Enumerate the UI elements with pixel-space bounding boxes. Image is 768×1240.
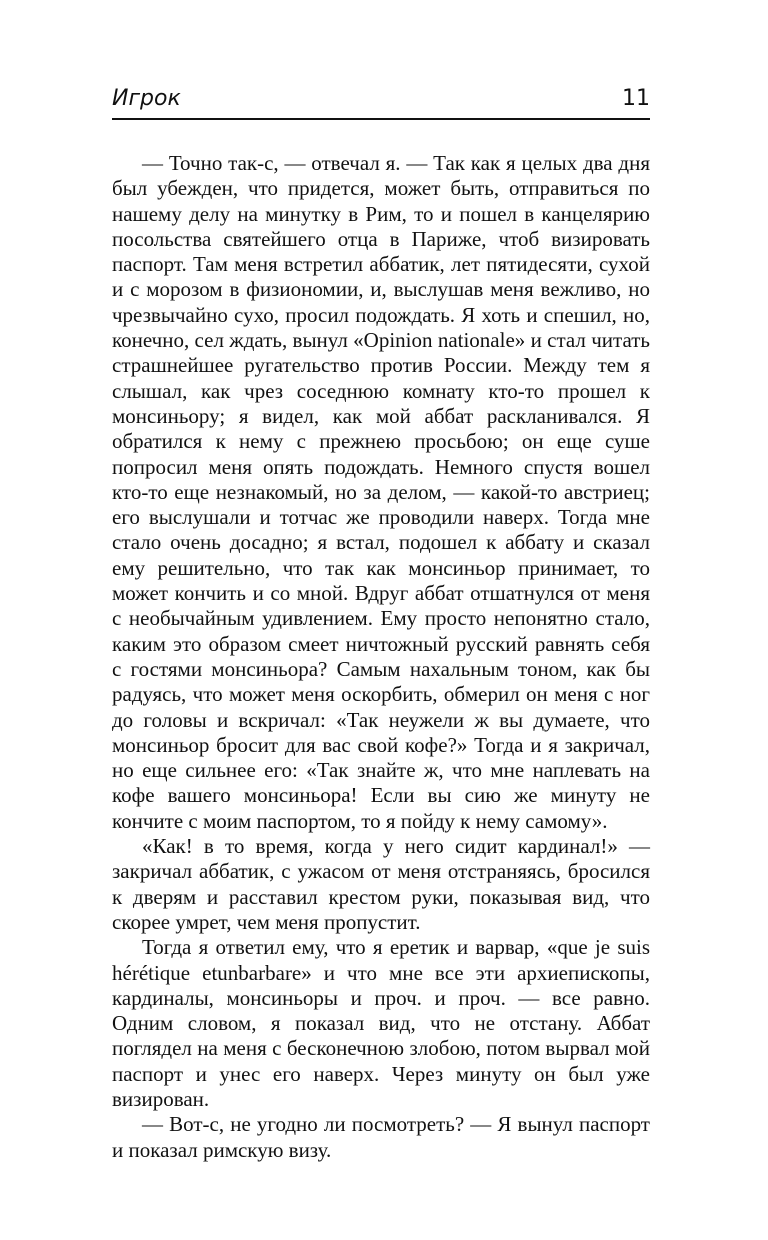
paragraph-3: Тогда я ответил ему, что я еретик и варвар, «que je suis hérétique etunbarbare» и что мне все эти архиепископы, кардиналы, монсиньоры и проч. и проч. — все равно. Одним словом, я показал вид, что не отстану. Аббат поглядел на меня с бесконечною злобою, потом вырвал мой паспорт и унес его наверх. Через минуту он был уже визирован.	[112, 935, 650, 1111]
paragraph-1: — Точно так-с, — отвечал я. — Так как я целых два дня был убежден, что придется, может быть, отправиться по нашему делу на минутку в Рим, то и пошел в канцелярию посольства святейшего отца в Париже, чтоб визировать паспорт. Там меня встретил аббатик, лет пятидесяти, сухой и с морозом в физиономии, и, выслушав меня вежливо, но чрезвычайно сухо, просил подождать. Я хоть и спешил, но, конечно, сел ждать, вынул «Opinion nationale» и стал читать страшнейшее ругательство против России. Между тем я слышал, как чрез соседнюю комнату кто-то прошел к монсиньору; я видел, как мой аббат раскланивался. Я обратился к нему с прежнею просьбою; он еще суше попросил меня опять подождать. Немного спустя вошел кто-то еще незнакомый, но за делом, — какой-то австриец; его выслушали и тотчас же проводили наверх. Тогда мне стало очень досадно; я встал, подошел к аббату и сказал ему решительно, что так как монсиньор принимает, то может кончить и со мной. Вдруг аббат отшатнулся от меня с необычайным удивлением. Ему просто непонятно стало, каким это образом смеет ничтожный русский равнять себя с гостями монсиньора? Самым нахальным тоном, как бы радуясь, что может меня оскорбить, обмерил он меня с ног до головы и вскричал: «Так неужели ж вы думаете, что монсиньор бросит для вас свой кофе?» Тогда и я закричал, но еще сильнее его: «Так знайте ж, что мне наплевать на кофе вашего монсиньора! Если вы сию же минуту не кончите с моим паспортом, то я пойду к нему самому».	[112, 151, 650, 833]
running-title: Игрок	[112, 86, 181, 111]
paragraph-2: «Как! в то время, когда у него сидит кардинал!» — закричал аббатик, с ужасом от меня отстраняясь, бросился к дверям и расставил крестом руки, показывая вид, что скорее умрет, чем меня пропустит.	[112, 834, 650, 934]
body-text	[112, 151, 650, 1163]
book-page	[112, 84, 650, 1163]
page-number: 11	[622, 86, 650, 111]
running-header	[112, 84, 650, 120]
paragraph-4: — Вот-с, не угодно ли посмотреть? — Я вынул паспорт и показал римскую визу.	[112, 1112, 650, 1162]
